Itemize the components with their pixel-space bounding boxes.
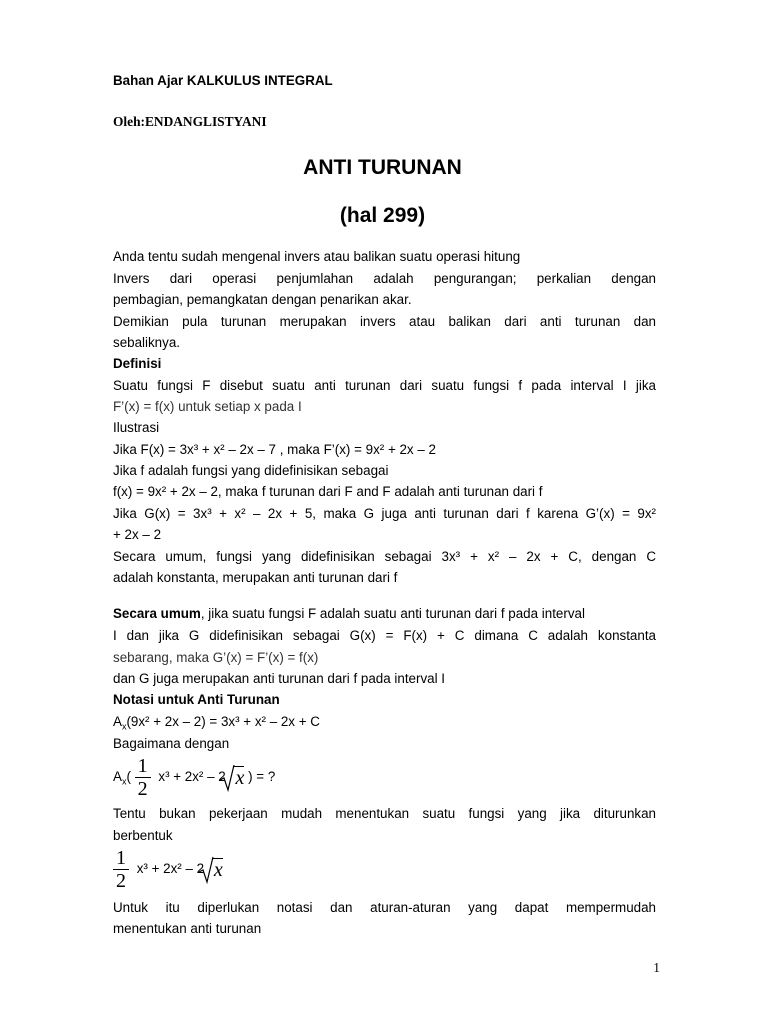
general-statement-text: , jika suatu fungsi F adalah suatu anti turunan dari f pada interval bbox=[200, 606, 585, 621]
definition-line: Suatu fungsi F disebut suatu anti turunan dari suatu fungsi f pada interval I jika bbox=[113, 378, 656, 393]
illustration-line: f(x) = 9x² + 2x – 2, maka f turunan dari F and F adalah anti turunan dari f bbox=[113, 484, 543, 499]
paragraph-line: Bagaimana dengan bbox=[113, 736, 230, 751]
section-heading-definisi: Definisi bbox=[113, 356, 162, 371]
general-statement-line: dan G juga merupakan anti turunan dari f pada interval I bbox=[113, 671, 446, 686]
general-statement-bold: Secara umum bbox=[113, 606, 201, 621]
fraction-one-half bbox=[135, 756, 151, 799]
illustration-line: Secara umum, fungsi yang didefinisikan sebagai 3x³ + x² – 2x + C, dengan C bbox=[113, 549, 656, 564]
notation-expression: (9x² + 2x – 2) = 3x³ + x² – 2x + C bbox=[126, 714, 320, 729]
radicand: x bbox=[213, 858, 223, 881]
radicand: x bbox=[235, 766, 245, 789]
operator-subscript: x bbox=[121, 721, 127, 732]
paragraph-line: Untuk itu diperlukan notasi dan aturan-aturan yang dapat mempermudah bbox=[113, 900, 656, 915]
paragraph-line: Tentu bukan pekerjaan mudah menentukan suatu fungsi yang jika diturunkan bbox=[113, 806, 656, 821]
close-paren-equals: ) = ? bbox=[248, 769, 276, 785]
paragraph-line: Demikian pula turunan merupakan invers atau balikan dari anti turunan dan bbox=[113, 314, 656, 329]
illustration-line: Jika F(x) = 3x³ + x² – 2x – 7 , maka F’(x) = 9x² + 2x – 2 bbox=[113, 442, 436, 457]
fraction-denominator: 2 bbox=[116, 870, 126, 892]
paragraph-line: sebaliknya. bbox=[113, 335, 180, 350]
section-heading-notasi: Notasi untuk Anti Turunan bbox=[113, 692, 280, 707]
square-root bbox=[212, 858, 223, 882]
definition-line: F’(x) = f(x) untuk setiap x pada I bbox=[113, 399, 302, 414]
fraction-denominator: 2 bbox=[137, 778, 148, 800]
paragraph-line: pembagian, pemangkatan dengan penarikan akar. bbox=[113, 292, 412, 307]
section-label-ilustrasi: Ilustrasi bbox=[113, 420, 160, 435]
paragraph-line: menentukan anti turunan bbox=[113, 921, 262, 936]
formula-terms: x³ + 2x² – 2 bbox=[136, 861, 205, 877]
main-heading: ANTI TURUNAN bbox=[303, 156, 462, 179]
formula-expression bbox=[113, 848, 223, 891]
illustration-line: Jika G(x) = 3x³ + x² – 2x + 5, maka G juga anti turunan dari f karena G’(x) = 9x² bbox=[113, 506, 656, 521]
antiderivative-operator: A bbox=[113, 769, 122, 785]
general-statement-line bbox=[113, 606, 656, 622]
radical-sign-icon bbox=[198, 856, 214, 884]
page-number: 1 bbox=[653, 960, 660, 975]
antiderivative-operator: A bbox=[113, 714, 122, 729]
paragraph-line: Invers dari operasi penjumlahan adalah pengurangan; perkalian dengan bbox=[113, 271, 656, 286]
illustration-line: + 2x – 2 bbox=[113, 527, 162, 542]
notation-example bbox=[113, 714, 656, 730]
fraction-numerator: 1 bbox=[137, 755, 148, 777]
paragraph-line: berbentuk bbox=[113, 828, 173, 843]
author-line: Oleh:ENDANGLISTYANI bbox=[113, 114, 267, 129]
formula-terms: x³ + 2x² – 2 bbox=[158, 769, 226, 785]
document-title: Bahan Ajar KALKULUS INTEGRAL bbox=[113, 73, 333, 88]
illustration-line: adalah konstanta, merupakan anti turunan dari f bbox=[113, 570, 398, 585]
formula-question bbox=[113, 756, 275, 799]
page-reference: (hal 299) bbox=[339, 204, 426, 227]
fraction-numerator: 1 bbox=[116, 847, 126, 869]
paragraph-line: Anda tentu sudah mengenal invers atau balikan suatu operasi hitung bbox=[113, 249, 521, 264]
open-paren: ( bbox=[126, 769, 131, 785]
square-root bbox=[233, 766, 244, 790]
operator-subscript: x bbox=[121, 776, 127, 787]
general-statement-line: sebarang, maka G’(x) = F’(x) = f(x) bbox=[113, 650, 319, 665]
illustration-line: Jika f adalah fungsi yang didefinisikan sebagai bbox=[113, 463, 389, 478]
general-statement-line: I dan jika G didefinisikan sebagai G(x) = F(x) + C dimana C adalah konstanta bbox=[113, 628, 656, 643]
radical-sign-icon bbox=[219, 764, 235, 792]
fraction-one-half bbox=[113, 848, 129, 891]
